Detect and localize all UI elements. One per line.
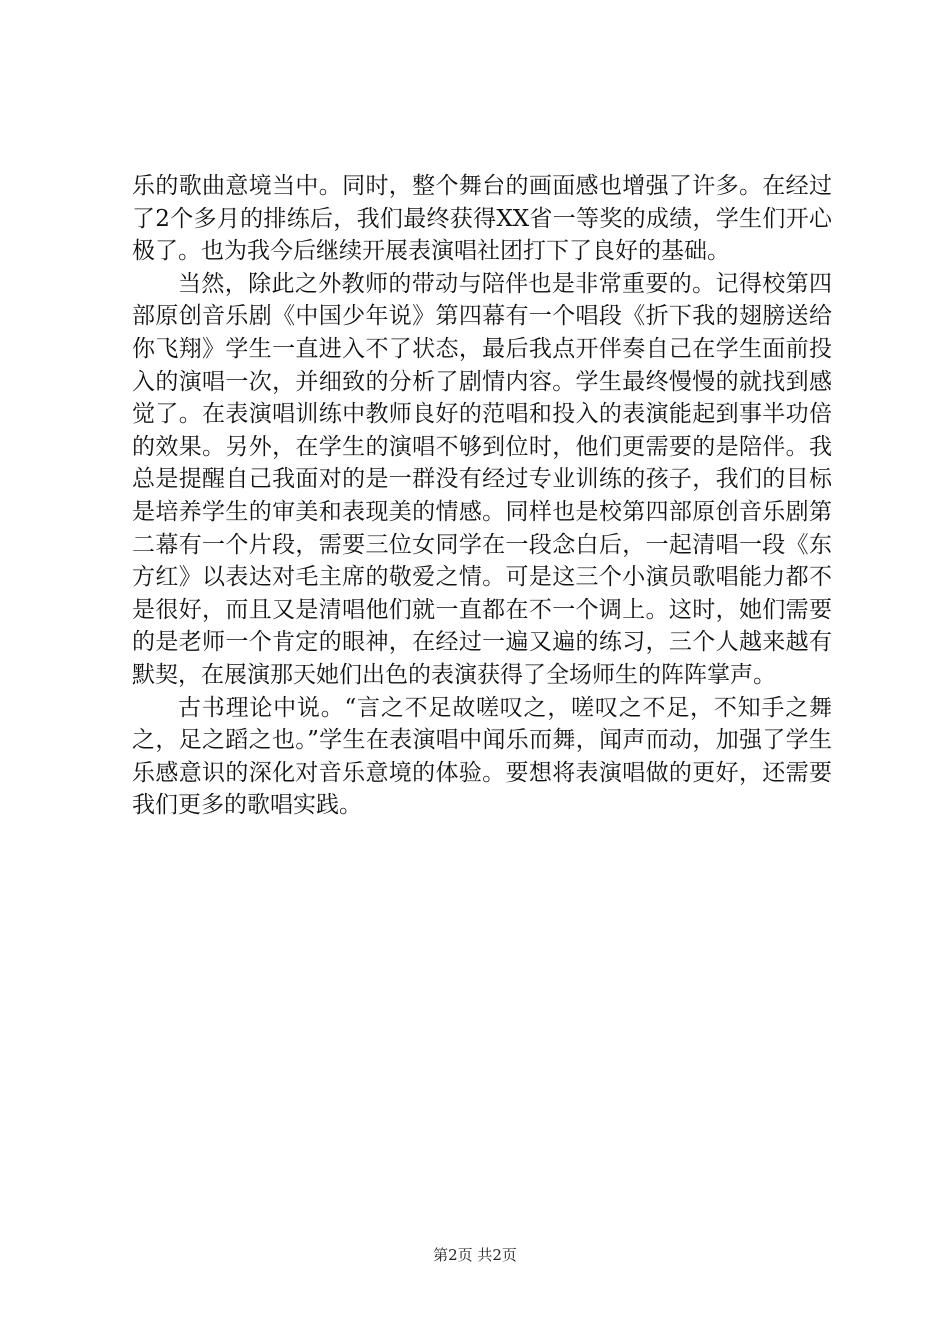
document-body xyxy=(132,170,832,822)
paragraph-conclusion: 古书理论中说。“言之不足故嗟叹之，嗟叹之不足，不知手之舞之，足之蹈之也。”学生在表演唱中闻乐而舞，闻声而动，加强了学生乐感意识的深化对音乐意境的体验。要想将表演唱做的更好，还需要我们更多的歌唱实践。 xyxy=(132,694,832,819)
paragraph-teacher-role: 当然，除此之外教师的带动与陪伴也是非常重要的。记得校第四部原创音乐剧《中国少年说》第四幕有一个唱段《折下我的翅膀送给你飞翔》学生一直进入不了状态，最后我点开伴奏自己在学生面前投入的演唱一次，并细致的分析了剧情内容。学生最终慢慢的就找到感觉了。在表演唱训练中教师良好的范唱和投入的表演能起到事半功倍的效果。另外，在学生的演唱不够到位时，他们更需要的是陪伴。我总是提醒自己我面对的是一群没有经过专业训练的孩子，我们的目标是培养学生的审美和表现美的情感。同样也是校第四部原创音乐剧第二幕有一个片段，需要三位女同学在一段念白后，一起清唱一段《东方红》以表达对毛主席的敬爱之情。可是这三个小演员歌唱能力都不是很好，而且又是清唱他们就一直都在不一个调上。这时，她们需要的是老师一个肯定的眼神，在经过一遍又遍的练习，三个人越来越有默契，在展演那天她们出色的表演获得了全场师生的阵阵掌声。 xyxy=(132,270,832,688)
paragraph-continuation: 乐的歌曲意境当中。同时，整个舞台的画面感也增强了许多。在经过了2个多月的排练后，我们最终获得XX省一等奖的成绩，学生们开心极了。也为我今后继续开展表演唱社团打下了良好的基础。 xyxy=(132,173,832,265)
page-footer: 第2页 共2页 xyxy=(433,1246,517,1264)
